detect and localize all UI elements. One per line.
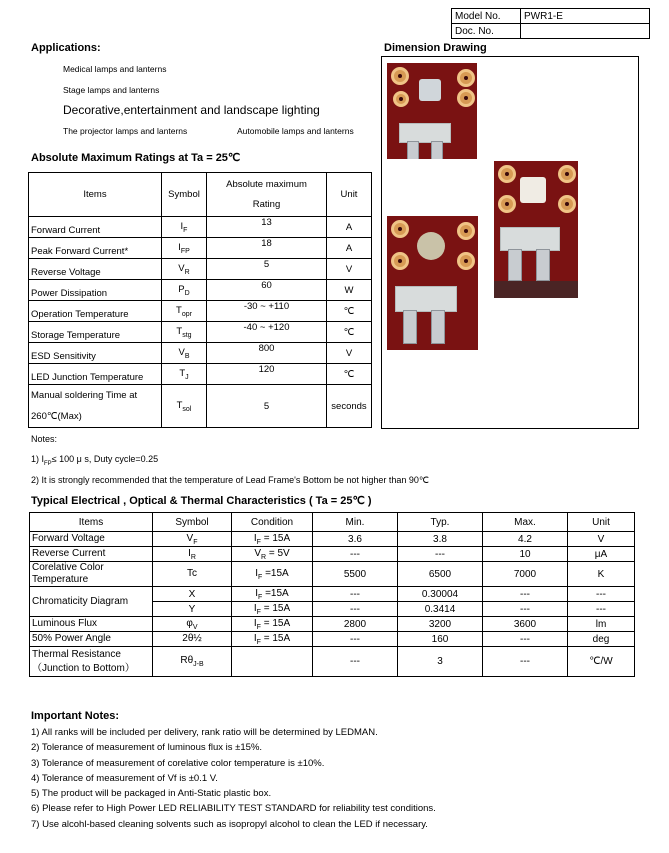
rating-value: 5	[207, 259, 327, 280]
ratings-header-rating: Absolute maximum Rating	[207, 173, 327, 217]
notes-title: Notes:	[31, 434, 58, 444]
table-row	[30, 632, 635, 647]
table-row	[30, 547, 635, 562]
table-row	[30, 562, 635, 587]
electrical-symbol: $\varphi_V$	[153, 617, 232, 632]
electrical-item: Forward Voltage	[30, 532, 153, 547]
rating-symbol: $P_D$	[162, 280, 207, 301]
important-note-item: 6) Please refer to High Power LED RELIABILITY TEST STANDARD for reliability test conditions.	[31, 803, 436, 815]
table-row	[29, 280, 372, 301]
note-1: 1) $I_{FP}\le 100$ μ s, Duty cycle=0.25	[31, 454, 159, 467]
rating-symbol: $V_R$	[162, 259, 207, 280]
rating-item: Forward Current	[29, 217, 162, 238]
table-row	[30, 532, 635, 547]
rating-unit: A	[327, 217, 372, 238]
electrical-condition: $V_R = 5V$	[232, 547, 313, 562]
important-note-item: 1) All ranks will be included per delivery, rank ratio will be determined by LEDMAN.	[31, 727, 378, 738]
electrical-condition: $I_F =15A$	[232, 562, 313, 587]
important-note-item: 5) The product will be packaged in Anti-Static plastic box.	[31, 788, 272, 800]
electrical-max: 3600	[483, 617, 568, 632]
application-item: The projector lamps and lanterns	[63, 126, 188, 136]
table-row	[29, 238, 372, 259]
doc-header-table	[451, 8, 650, 39]
electrical-unit: V	[568, 532, 635, 547]
rating-item: ESD Sensitivity	[29, 343, 162, 364]
rating-value: 120	[207, 364, 327, 385]
rating-unit: ℃	[327, 364, 372, 385]
rating-symbol: $T_{stg}$	[162, 322, 207, 343]
rating-unit: V	[327, 259, 372, 280]
rating-item: Reverse Voltage	[29, 259, 162, 280]
rating-symbol: $I_{FP}$	[162, 238, 207, 259]
important-note-item: 3) Tolerance of measurement of corelative color temperature is ±10%.	[31, 757, 325, 769]
important-note-item: 7) Use alcohl-based cleaning solvents such as isopropyl alcohol to clean the LED if necessary.	[31, 818, 428, 830]
rating-value: -30 ~ +110	[207, 301, 327, 322]
model-value: PWR1-E	[521, 9, 650, 24]
electrical-symbol: $V_F$	[153, 532, 232, 547]
note-2: 2) It is strongly recommended that the temperature of Lead Frame's Bottom be not higher than 90℃	[31, 475, 430, 485]
rating-value: 18	[207, 238, 327, 259]
application-item: Medical lamps and lanterns	[63, 64, 167, 74]
electrical-max: 10	[483, 547, 568, 562]
electrical-symbol: Tc	[153, 562, 232, 587]
rating-item: LED Junction Temperature	[29, 364, 162, 385]
table-row: Chromaticity Diagram X $I_F =15A$ --- 0.30004 --- ---	[30, 587, 635, 602]
electrical-unit: lm	[568, 617, 635, 632]
electrical-unit: deg	[568, 632, 635, 647]
rating-symbol: $I_F$	[162, 217, 207, 238]
rating-value: -40 ~ +120	[207, 322, 327, 343]
table-row	[29, 301, 372, 322]
ratings-header-unit: Unit	[327, 173, 372, 217]
rating-item: Power Dissipation	[29, 280, 162, 301]
doc-label: Doc. No.	[452, 24, 521, 39]
table-row	[29, 259, 372, 280]
electrical-typ: 3.8	[398, 532, 483, 547]
application-item: Decorative,entertainment and landscape lighting	[63, 103, 320, 117]
rating-unit: W	[327, 280, 372, 301]
ratings-title: Absolute Maximum Ratings at Ta = 25℃	[31, 152, 241, 164]
rating-unit: V	[327, 343, 372, 364]
table-row: Y $I_F = 15A$ --- 0.3414 --- ---	[30, 602, 635, 617]
rating-value: 13	[207, 217, 327, 238]
rating-unit: A	[327, 238, 372, 259]
rating-unit: ℃	[327, 301, 372, 322]
application-item: Stage lamps and lanterns	[63, 85, 160, 95]
electrical-item: 50% Power Angle	[30, 632, 153, 647]
rating-value: 800	[207, 343, 327, 364]
rating-item: Peak Forward Current*	[29, 238, 162, 259]
applications-title: Applications:	[31, 42, 101, 54]
electrical-min: ---	[313, 547, 398, 562]
rating-item: Storage Temperature	[29, 322, 162, 343]
electrical-typ: ---	[398, 547, 483, 562]
rating-item: Operation Temperature	[29, 301, 162, 322]
important-notes-list	[31, 727, 436, 834]
electrical-typ: 3200	[398, 617, 483, 632]
led-module-photo	[387, 216, 478, 350]
electrical-unit: μA	[568, 547, 635, 562]
electrical-max: ---	[483, 632, 568, 647]
electrical-symbol: 2θ½	[153, 632, 232, 647]
electrical-min: 5500	[313, 562, 398, 587]
electrical-max: 4.2	[483, 532, 568, 547]
electrical-condition: $I_F = 15A$	[232, 617, 313, 632]
electrical-typ: 6500	[398, 562, 483, 587]
dimension-title: Dimension Drawing	[384, 42, 487, 54]
electrical-table	[29, 512, 635, 677]
electrical-title: Typical Electrical , Optical & Thermal Characteristics ( Ta = 25℃ )	[31, 495, 372, 507]
ratings-header-items: Items	[29, 173, 162, 217]
table-row	[29, 322, 372, 343]
important-note-item: 2) Tolerance of measurement of luminous flux is ±15%.	[31, 742, 263, 754]
table-row	[29, 364, 372, 385]
electrical-item: Luminous Flux	[30, 617, 153, 632]
doc-value	[521, 24, 650, 39]
model-label: Model No.	[452, 9, 521, 24]
electrical-symbol: $I_R$	[153, 547, 232, 562]
rating-value: 60	[207, 280, 327, 301]
table-row: Manual soldering Time at 260℃(Max) $T_{sol}$ 5 seconds	[29, 385, 372, 428]
electrical-item: Corelative Color Temperature	[30, 562, 153, 587]
electrical-item: Reverse Current	[30, 547, 153, 562]
rating-symbol: $T_{opr}$	[162, 301, 207, 322]
ratings-table	[28, 172, 372, 428]
rating-unit: ℃	[327, 322, 372, 343]
important-title: Important Notes:	[31, 710, 119, 722]
electrical-typ: 160	[398, 632, 483, 647]
table-row	[30, 617, 635, 632]
led-module-photo	[387, 63, 477, 159]
ratings-header-symbol: Symbol	[162, 173, 207, 217]
electrical-unit: K	[568, 562, 635, 587]
electrical-min: 2800	[313, 617, 398, 632]
important-note-item: 4) Tolerance of measurement of Vf is ±0.1 V.	[31, 772, 218, 784]
table-row	[29, 217, 372, 238]
rating-symbol: $T_J$	[162, 364, 207, 385]
table-row	[29, 343, 372, 364]
electrical-max: 7000	[483, 562, 568, 587]
dimension-drawing-box	[381, 56, 639, 429]
led-module-photo	[494, 161, 578, 298]
rating-symbol: $V_B$	[162, 343, 207, 364]
electrical-condition: $I_F = 15A$	[232, 632, 313, 647]
electrical-min: 3.6	[313, 532, 398, 547]
table-row: Thermal Resistance （Junction to Bottom） $R\theta_{J-B}$ --- 3 --- ℃/W	[30, 647, 635, 677]
electrical-min: ---	[313, 632, 398, 647]
table-header-row: Items Symbol Condition Min. Typ. Max. Unit	[30, 513, 635, 532]
electrical-condition: $I_F = 15A$	[232, 532, 313, 547]
application-item: Automobile lamps and lanterns	[237, 126, 354, 136]
